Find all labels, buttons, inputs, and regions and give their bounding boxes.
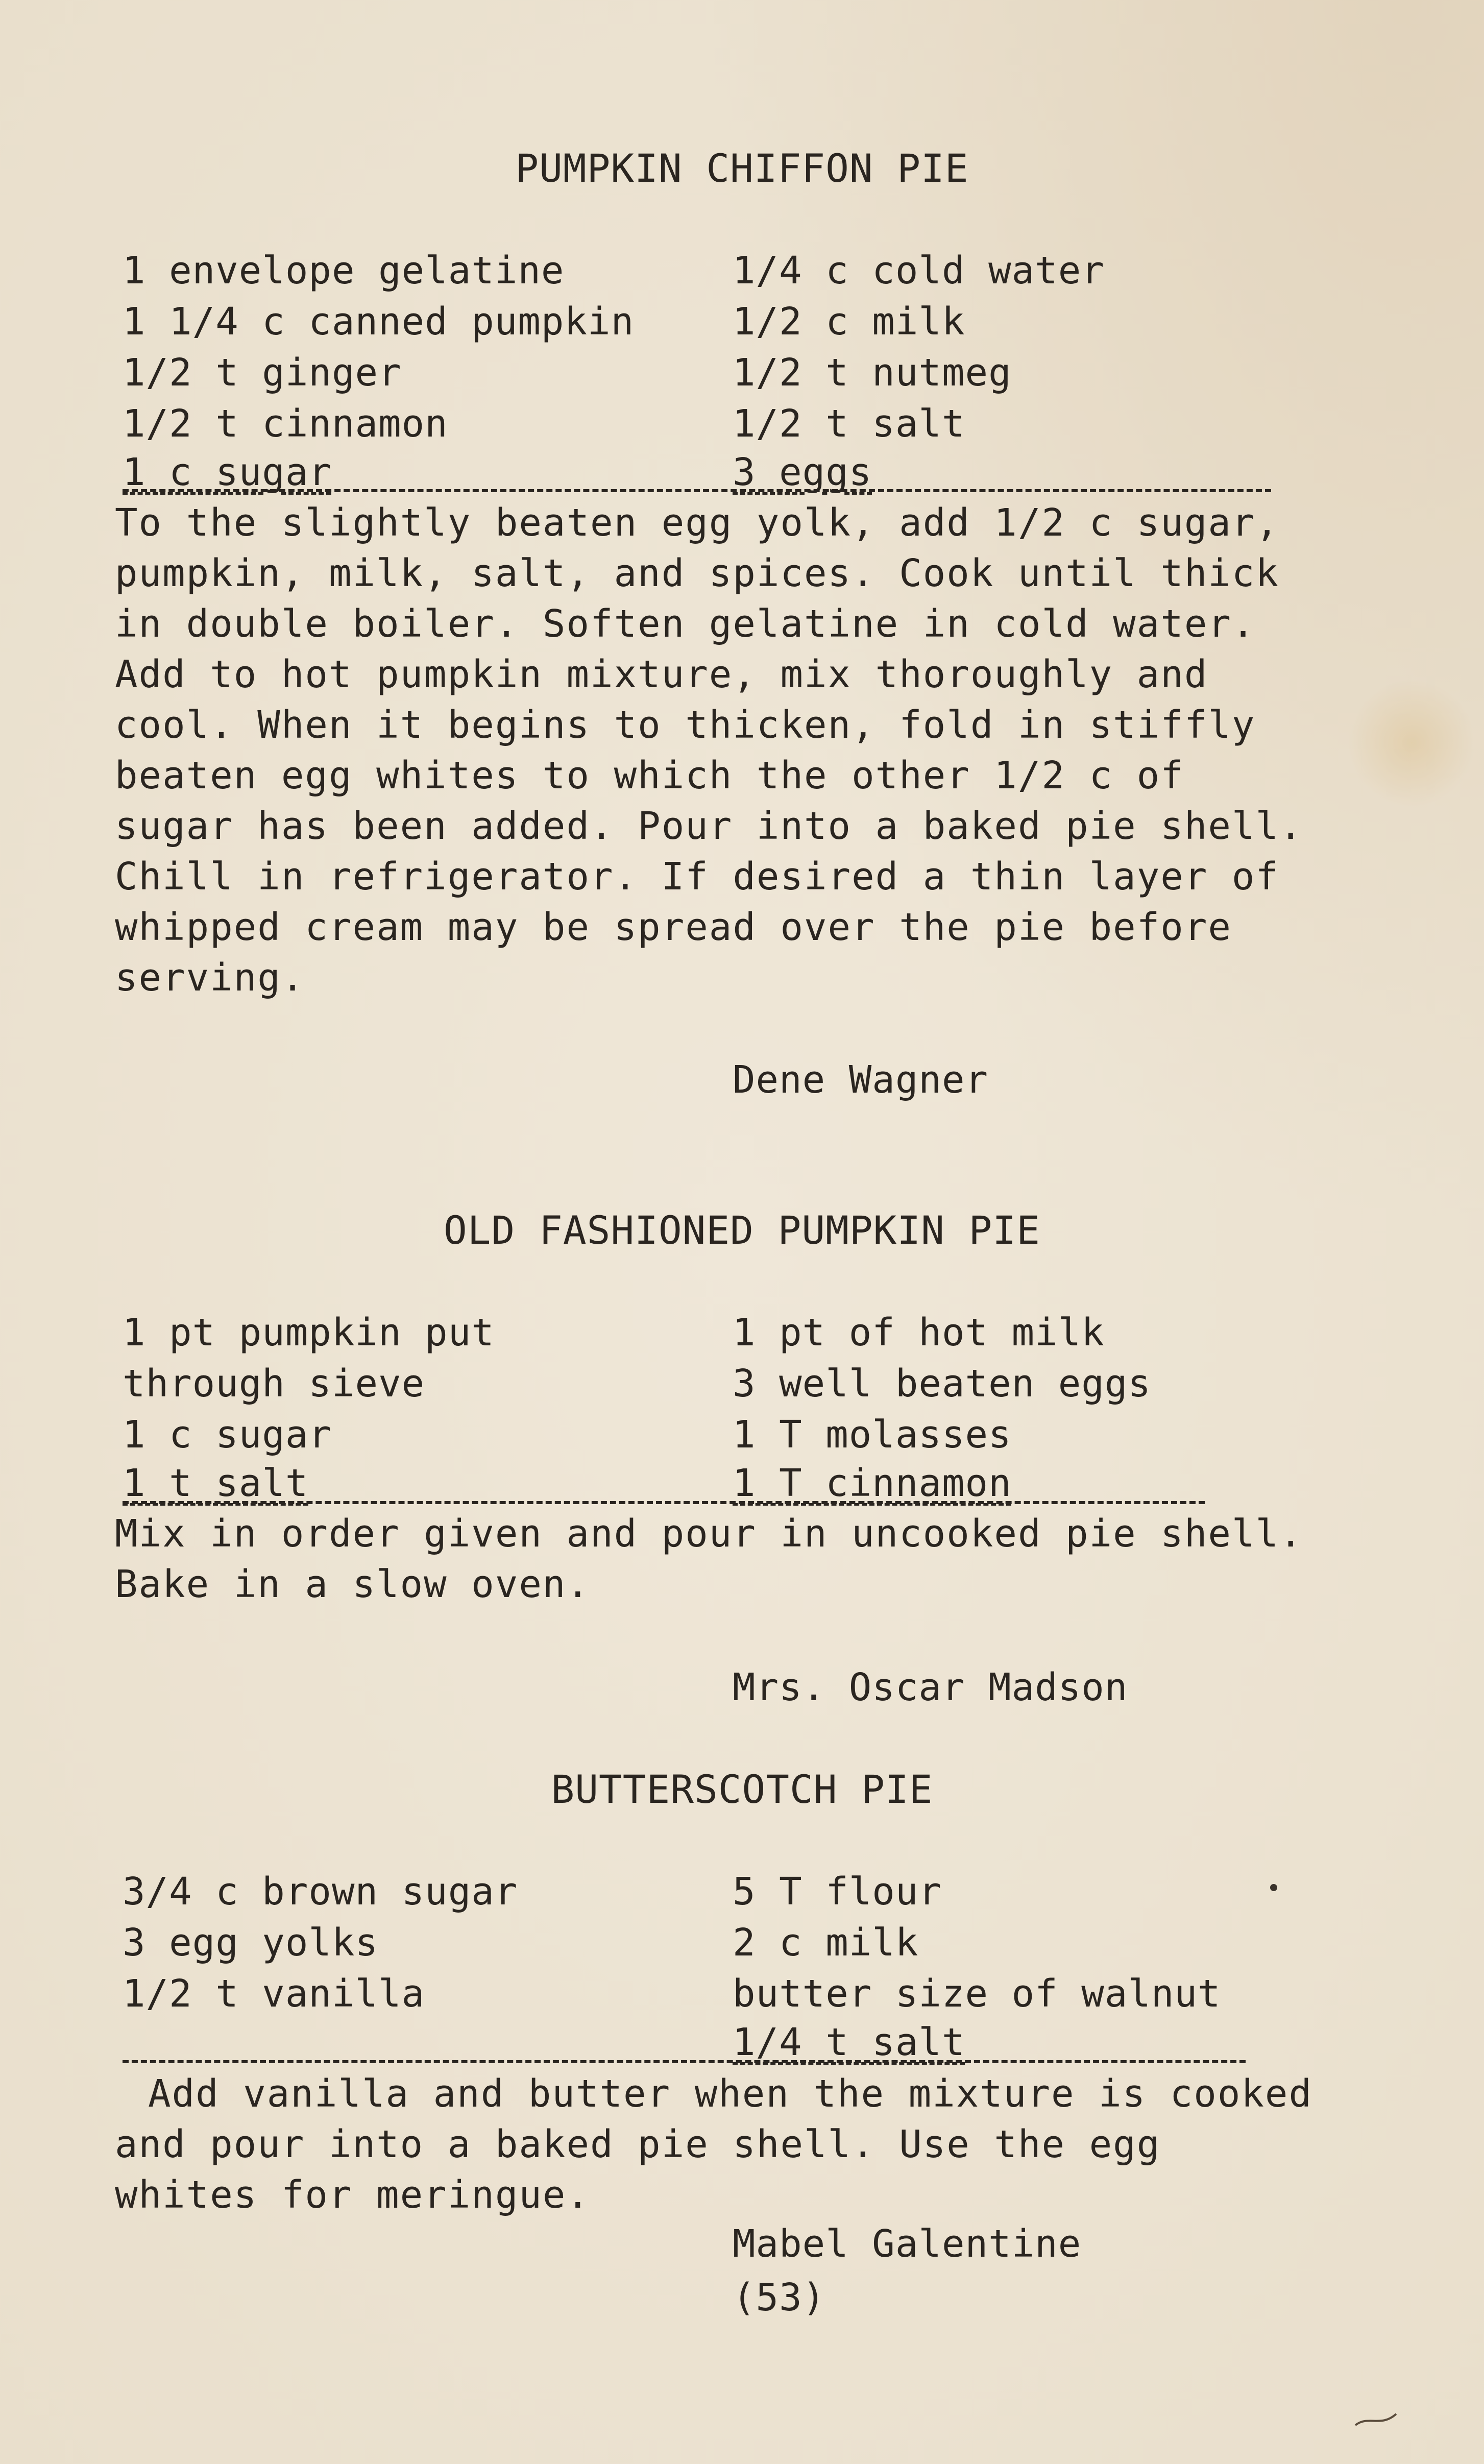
- ingredient: 1 c sugar: [123, 450, 332, 494]
- recipe-title-pumpkin-chiffon: PUMPKIN CHIFFON PIE: [515, 146, 969, 191]
- ingredient: 5 T flour: [733, 1870, 942, 1914]
- directions-line: Bake in a slow oven.: [115, 1562, 591, 1606]
- ingredient: 1 pt pumpkin put: [123, 1311, 495, 1355]
- directions-line: beaten egg whites to which the other 1/2 c of: [115, 754, 1184, 798]
- directions-line: Chill in refrigerator. If desired a thin layer of: [115, 855, 1280, 899]
- directions-line: pumpkin, milk, salt, and spices. Cook until thick: [115, 551, 1280, 595]
- ingredient: butter size of walnut: [733, 1972, 1221, 2016]
- ingredient: 1/4 c cold water: [733, 249, 1105, 293]
- pencil-mark: [1353, 2410, 1399, 2430]
- recipe-title-butterscotch: BUTTERSCOTCH PIE: [551, 1767, 933, 1812]
- ingredient-divider: [123, 489, 1271, 492]
- ingredient: 1/2 t salt: [733, 402, 965, 446]
- ingredient: 1/2 t nutmeg: [733, 351, 1012, 395]
- recipe-title-old-fashioned-pumpkin: OLD FASHIONED PUMPKIN PIE: [444, 1207, 1040, 1253]
- ingredient: 1 T molasses: [733, 1413, 1012, 1457]
- ingredient: 3 eggs: [733, 450, 872, 494]
- directions-line: Add to hot pumpkin mixture, mix thoroughly and: [115, 653, 1208, 696]
- recipe-author: Dene Wagner: [733, 1058, 989, 1102]
- directions-line: cool. When it begins to thicken, fold in stiffly: [115, 703, 1256, 747]
- ingredient: 1/2 t cinnamon: [123, 402, 448, 446]
- recipe-author: Mrs. Oscar Madson: [733, 1665, 1128, 1709]
- directions-line: whites for meringue.: [115, 2173, 591, 2217]
- ingredient-divider: [123, 1501, 1205, 1504]
- ingredient-divider: [123, 2060, 1246, 2063]
- ink-dot: [1270, 1884, 1277, 1891]
- directions-line: sugar has been added. Pour into a baked pie shell.: [115, 804, 1303, 848]
- directions-line: whipped cream may be spread over the pie before: [115, 905, 1232, 949]
- ingredient: 1 envelope gelatine: [123, 249, 565, 293]
- ingredient: 1 1/4 c canned pumpkin: [123, 300, 635, 344]
- directions-line: To the slightly beaten egg yolk, add 1/2 c sugar,: [115, 501, 1280, 545]
- ingredient: 3/4 c brown sugar: [123, 1870, 518, 1914]
- directions-line: Add vanilla and butter when the mixture is cooked: [148, 2072, 1313, 2116]
- ingredient: 1 c sugar: [123, 1413, 332, 1457]
- directions-line: and pour into a baked pie shell. Use the egg: [115, 2122, 1161, 2166]
- ingredient: 3 egg yolks: [123, 1921, 379, 1965]
- directions-line: serving.: [115, 956, 305, 1000]
- paper-stain: [1348, 679, 1475, 807]
- recipe-author: Mabel Galentine: [733, 2222, 1082, 2266]
- ingredient: through sieve: [123, 1362, 425, 1406]
- ingredient: 1/2 t ginger: [123, 351, 402, 395]
- ingredient: 2 c milk: [733, 1921, 919, 1965]
- ingredient: 1 T cinnamon: [733, 1461, 1012, 1505]
- directions-line: in double boiler. Soften gelatine in cold water.: [115, 602, 1256, 646]
- directions-line: Mix in order given and pour in uncooked pie shell.: [115, 1512, 1303, 1556]
- ingredient: 1/2 t vanilla: [123, 1972, 425, 2016]
- ingredient: 1 t salt: [123, 1461, 309, 1505]
- page-number: (53): [733, 2276, 826, 2320]
- ingredient: 3 well beaten eggs: [733, 1362, 1151, 1406]
- ingredient: 1/2 c milk: [733, 300, 965, 344]
- ingredient: 1 pt of hot milk: [733, 1311, 1105, 1355]
- ingredient: 1/4 t salt: [733, 2020, 965, 2064]
